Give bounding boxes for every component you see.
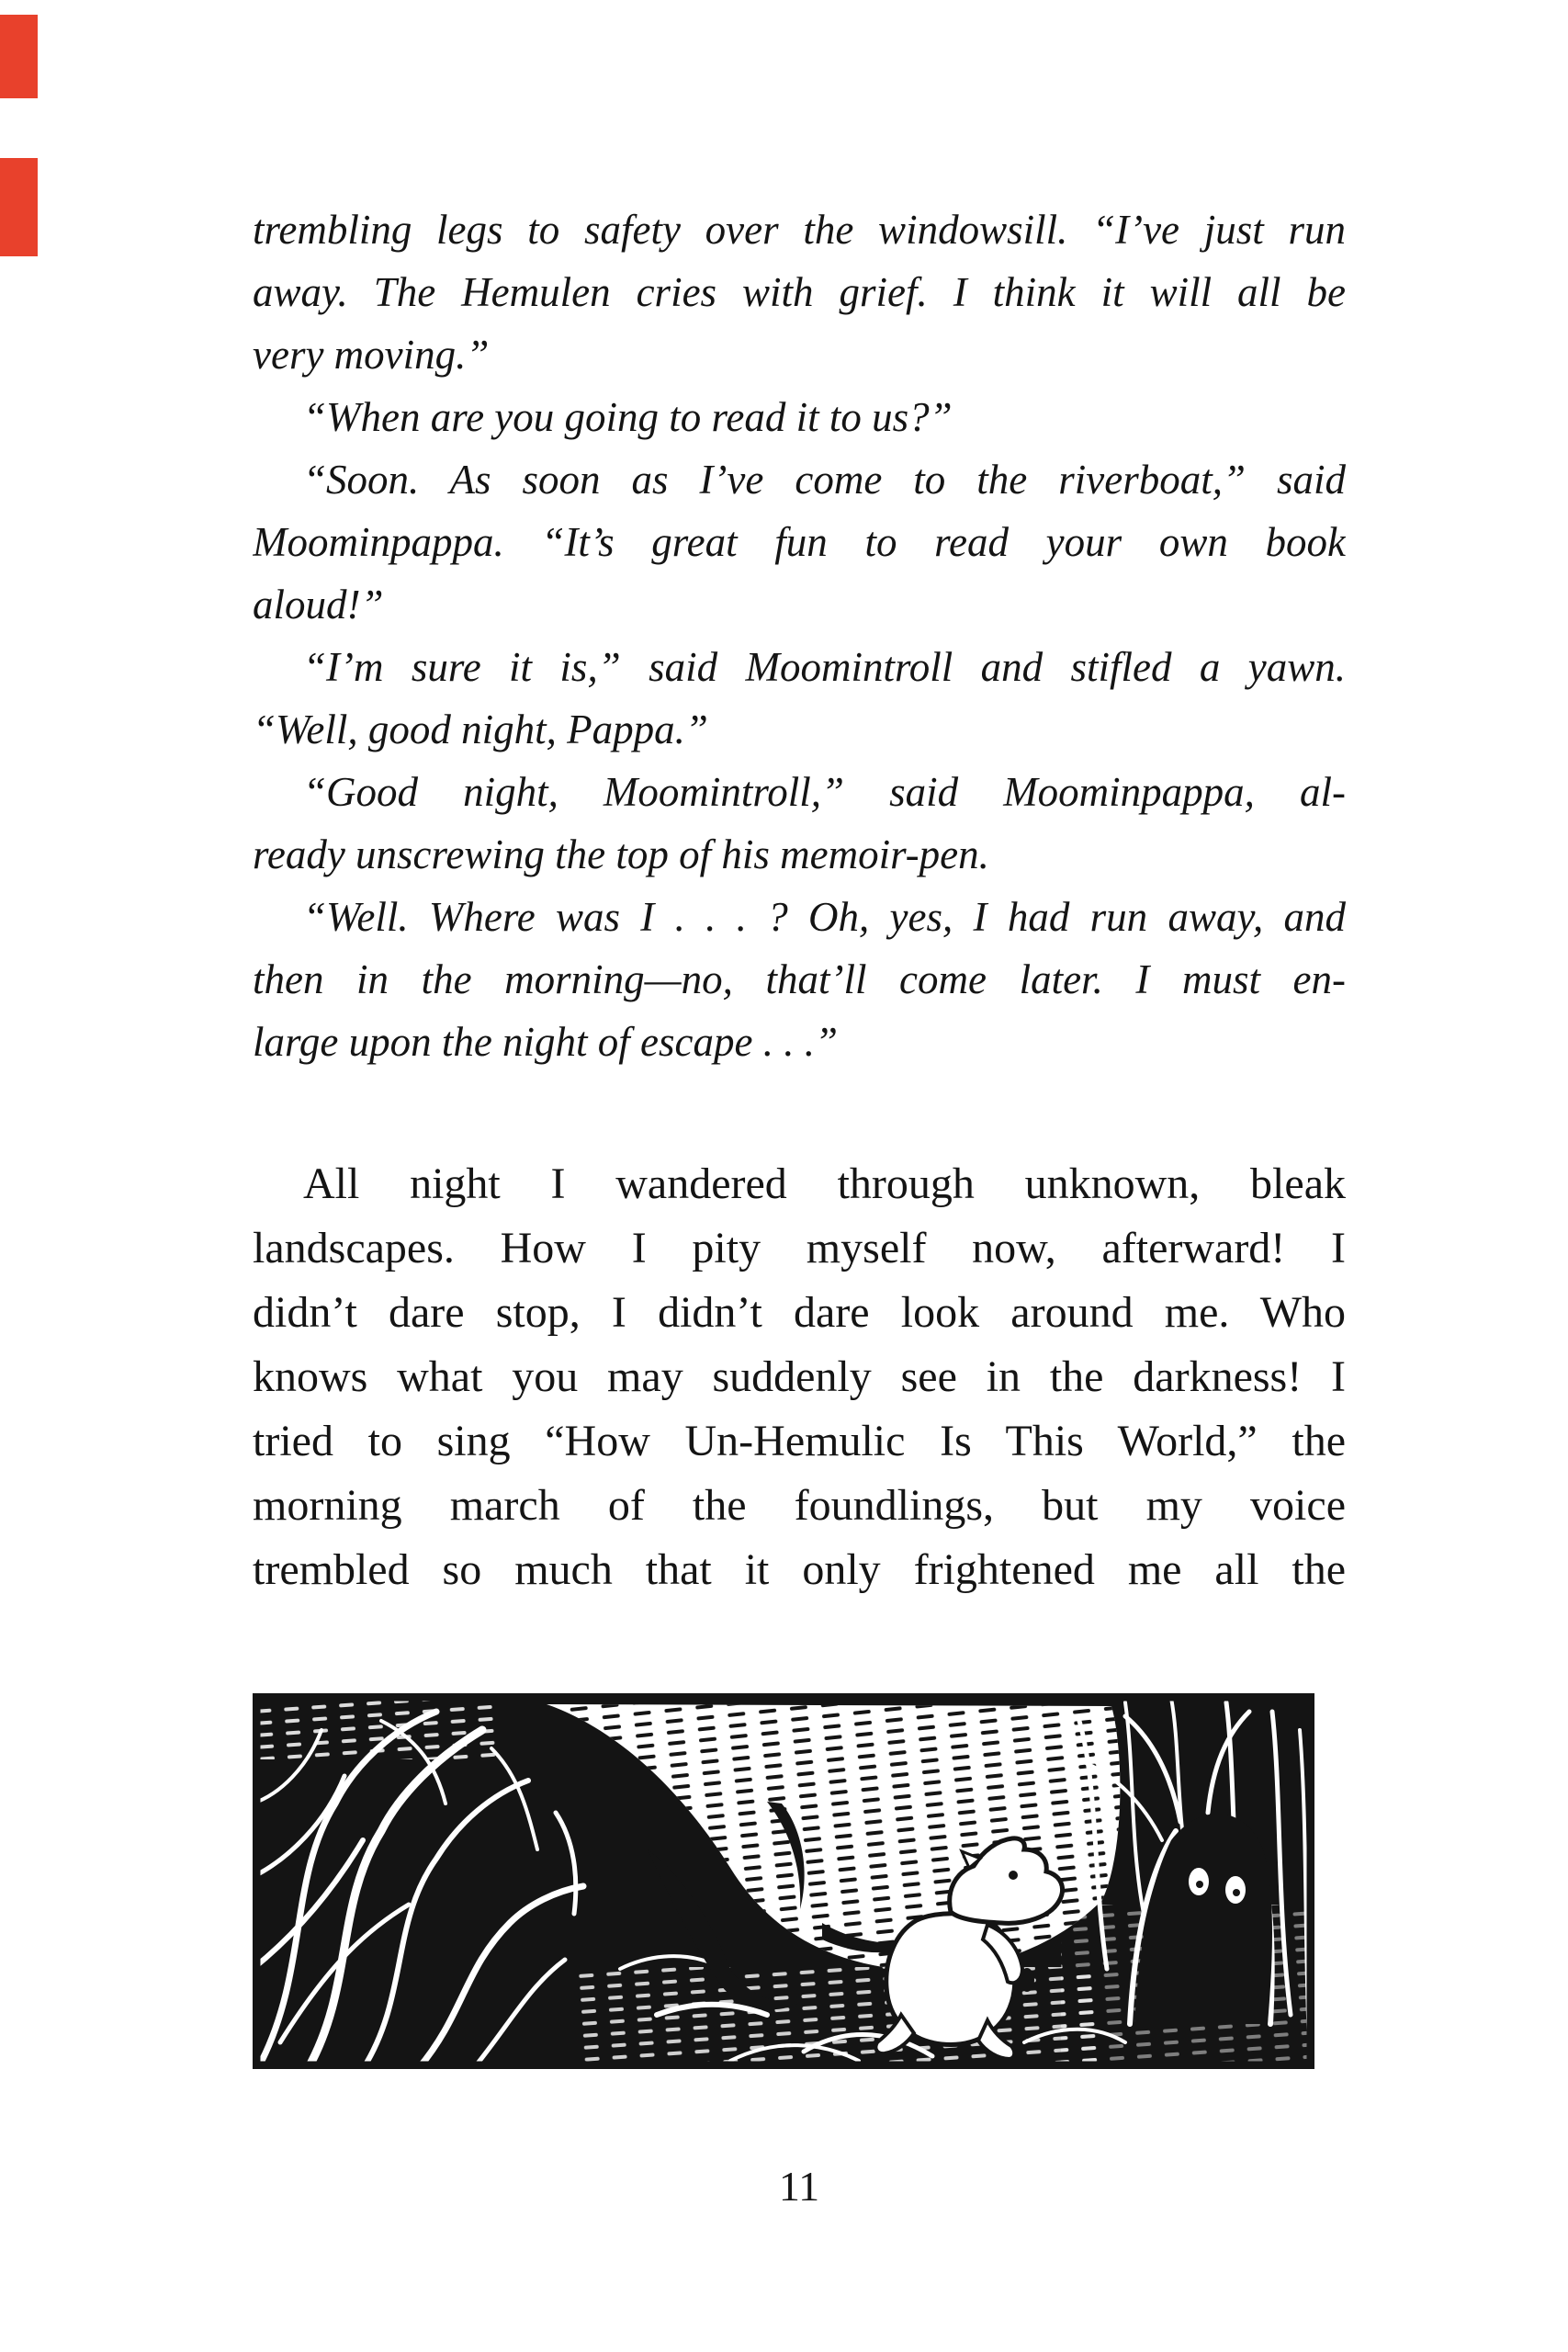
illustration-forest-scene xyxy=(253,1693,1314,2069)
text-line: landscapes. How I pity myself now, afterward! I xyxy=(253,1224,1346,1272)
text-line: “When are you going to read it to us?” xyxy=(303,394,953,440)
text-line: trembling legs to safety over the windowsill. “I’ve just run xyxy=(253,207,1346,253)
text-line: Moominpappa. “It’s great fun to read your own book xyxy=(253,519,1346,565)
moomin-satchel xyxy=(1020,1968,1034,1992)
text-line: then in the morning—no, that’ll come later. I must en- xyxy=(253,956,1346,1002)
text-line: “I’m sure it is,” said Moomintroll and stifled a yawn. xyxy=(303,644,1346,690)
text-line: knows what you may suddenly see in the darkness! I xyxy=(253,1352,1346,1401)
text-line: “Good night, Moomintroll,” said Moominpappa, al- xyxy=(303,769,1346,815)
text-line: aloud!” xyxy=(253,582,384,628)
text-line: All night I wandered through unknown, bleak xyxy=(303,1159,1346,1208)
text-line: “Well, good night, Pappa.” xyxy=(253,707,708,752)
text-line: morning march of the foundlings, but my voice xyxy=(253,1481,1346,1530)
woodcut-illustration xyxy=(253,1693,1314,2069)
moomin-eye xyxy=(1009,1871,1018,1880)
text-line: away. The Hemulen cries with grief. I think it will all be xyxy=(253,269,1346,315)
red-scan-mark-top xyxy=(0,15,38,98)
text-line: large upon the night of escape . . .” xyxy=(253,1019,839,1065)
page-number: 11 xyxy=(778,2163,820,2210)
text-line: trembled so much that it only frightened me all the xyxy=(253,1545,1346,1594)
text-line: ready unscrewing the top of his memoir-pen. xyxy=(253,831,989,877)
text-line: “Well. Where was I . . . ? Oh, yes, I had run away, and xyxy=(303,894,1346,940)
text-line: tried to sing “How Un-Hemulic Is This World,” the xyxy=(253,1417,1346,1465)
text-line: didn’t dare stop, I didn’t dare look around me. Who xyxy=(253,1288,1346,1337)
italic-dialogue-section xyxy=(253,198,1346,1073)
narration-section xyxy=(253,1152,1346,1602)
body-text xyxy=(253,198,1346,1602)
red-scan-mark-bottom xyxy=(0,158,38,256)
text-line: very moving.” xyxy=(253,332,490,378)
text-line: “Soon. As soon as I’ve come to the riverboat,” said xyxy=(303,457,1346,503)
